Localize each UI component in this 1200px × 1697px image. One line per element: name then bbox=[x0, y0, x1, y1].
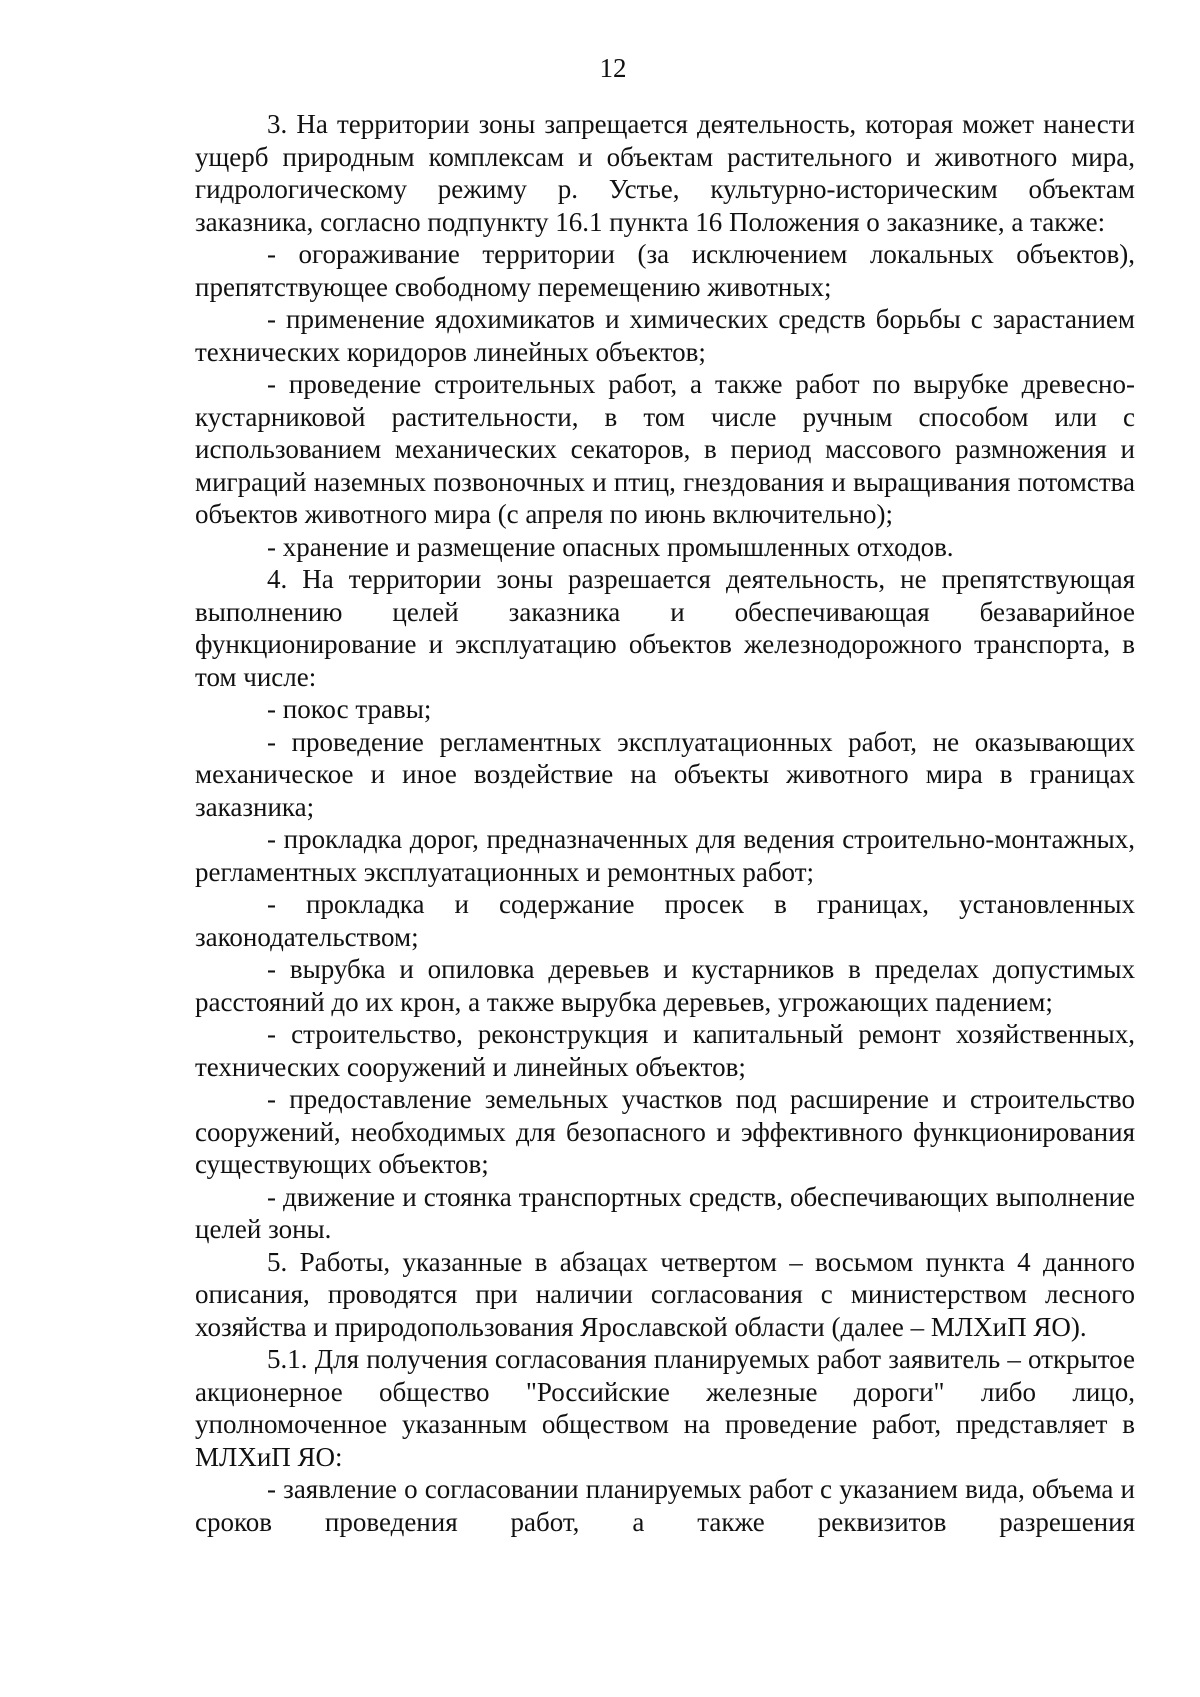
list-item: - покос травы; bbox=[267, 694, 432, 724]
list-item: - огораживание территории (за исключением локальных объектов), препятствующее свободному перемещению животных; bbox=[195, 239, 1135, 302]
list-item: - прокладка дорог, предназначенных для ведения строительно-монтажных, регламентных эксплуатационных и ремонтных работ; bbox=[195, 824, 1135, 887]
paragraph-5-1: 5.1. Для получения согласования планируемых работ заявитель – открытое акционерное общество "Российские железные дороги" либо лицо, уполномоченное указанным обществом на проведение работ, представляет в МЛХиП ЯО: bbox=[195, 1344, 1135, 1472]
list-item: - проведение регламентных эксплуатационных работ, не оказывающих механическое и иное воздействие на объекты животного мира в границах заказника; bbox=[195, 726, 1135, 822]
page-number: 12 bbox=[599, 53, 627, 83]
list-item: - строительство, реконструкция и капитальный ремонт хозяйственных, технических сооружений и линейных объектов; bbox=[195, 1019, 1135, 1082]
document-body bbox=[195, 108, 1135, 1538]
list-item: - проведение строительных работ, а также работ по вырубке древесно-кустарниковой растительности, в том числе ручным способом или с использованием механических секаторов, в период массового размножения и миграций наземных позвоночных и птиц, гнездования и выращивания потомства объектов животного мира (с апреля по июнь включительно); bbox=[195, 369, 1135, 529]
list-item: - прокладка и содержание просек в границах, установленных законодательством; bbox=[195, 889, 1135, 952]
list-item: - движение и стоянка транспортных средств, обеспечивающих выполнение целей зоны. bbox=[195, 1181, 1135, 1244]
paragraph-5: 5. Работы, указанные в абзацах четвертом – восьмом пункта 4 данного описания, проводятся при наличии согласования с министерством лесного хозяйства и природопользования Ярославской области (далее – МЛХиП ЯО). bbox=[195, 1246, 1135, 1342]
paragraph-3: 3. На территории зоны запрещается деятельность, которая может нанести ущерб природным комплексам и объектам растительного и животного мира, гидрологическому режиму р. Устье, культурно-историческим объектам заказника, согласно подпункту 16.1 пункта 16 Положения о заказнике, а также: bbox=[195, 109, 1135, 237]
list-item: - применение ядохимикатов и химических средств борьбы с зарастанием технических коридоров линейных объектов; bbox=[195, 304, 1135, 367]
paragraph-4: 4. На территории зоны разрешается деятельность, не препятствующая выполнению целей заказника и обеспечивающая безаварийное функционирование и эксплуатацию объектов железнодорожного транспорта, в том числе: bbox=[195, 564, 1135, 692]
list-item: - вырубка и опиловка деревьев и кустарников в пределах допустимых расстояний до их крон, а также вырубка деревьев, угрожающих падением; bbox=[195, 954, 1135, 1017]
list-item: - хранение и размещение опасных промышленных отходов. bbox=[267, 531, 954, 562]
list-item: - заявление о согласовании планируемых работ с указанием вида, объема и сроков проведения работ, а также реквизитов разрешения bbox=[195, 1474, 1135, 1537]
list-item: - предоставление земельных участков под расширение и строительство сооружений, необходимых для безопасного и эффективного функционирования существующих объектов; bbox=[195, 1084, 1135, 1179]
